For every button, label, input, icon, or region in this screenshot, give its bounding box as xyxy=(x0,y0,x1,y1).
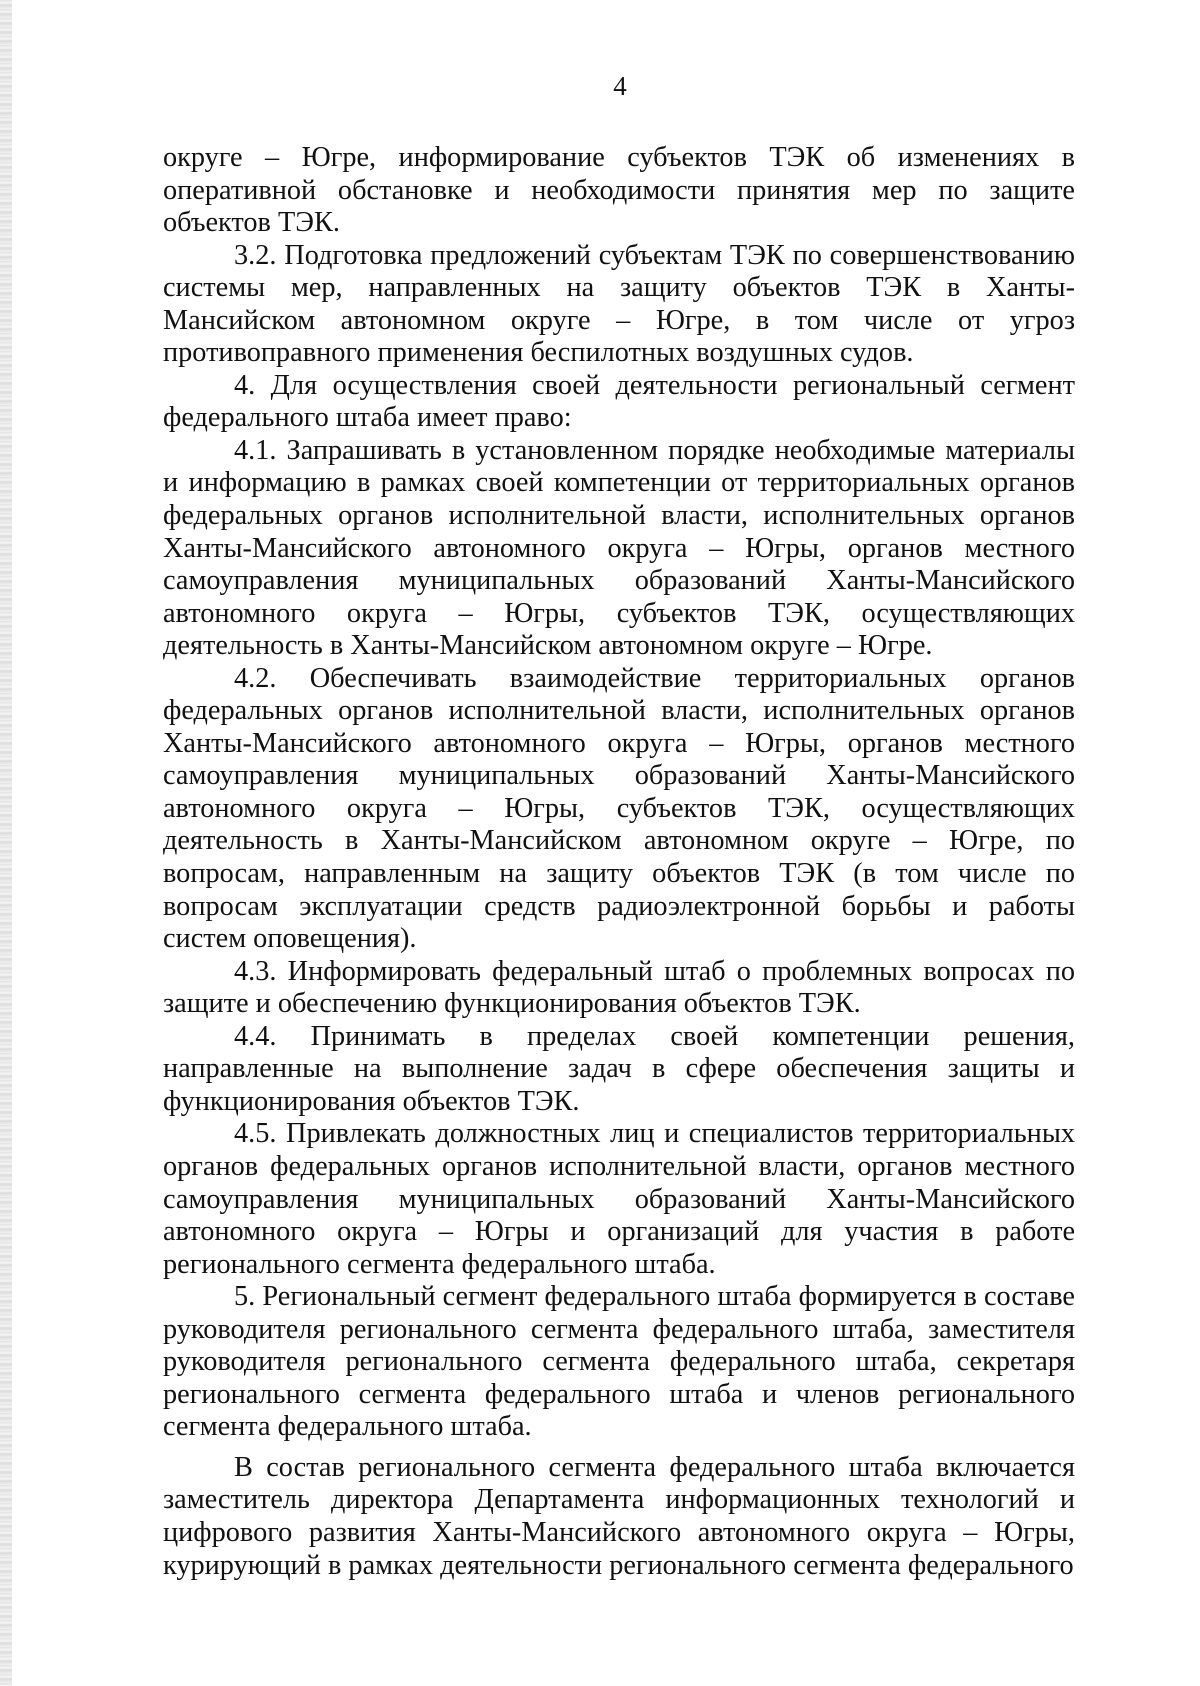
paragraph-4-2: 4.2. Обеспечивать взаимодействие территориальных органов федеральных органов исполнительной власти, исполнительных органов Ханты-Мансийского автономного округа – Югры, органов местного самоуправления муниципальных образований Ханты-Мансийского автономного округа – Югры, субъектов ТЭК, осуществляющих деятельность в Ханты-Мансийском автономном округе – Югре, по вопросам, направленным на защиту объектов ТЭК (в том числе по вопросам эксплуатации средств радиоэлектронной борьбы и работы систем оповещения). xyxy=(163,662,1075,955)
paragraph-4-4: 4.4. Принимать в пределах своей компетенции решения, направленные на выполнение задач в сфере обеспечения защиты и функционирования объектов ТЭК. xyxy=(163,1020,1075,1117)
paragraph-4-5: 4.5. Привлекать должностных лиц и специалистов территориальных органов федеральных органов исполнительной власти, органов местного самоуправления муниципальных образований Ханты-Мансийского автономного округа – Югры и организаций для участия в работе регионального сегмента федерального штаба. xyxy=(163,1118,1075,1280)
paragraph-composition: В состав регионального сегмента федерального штаба включается заместитель директора Департамента информационных технологий и цифрового развития Ханты-Мансийского автономного округа – Югры, курирующий в рамках деятельности регионального сегмента федерального xyxy=(163,1451,1075,1581)
paragraph-continuation: округе – Югре, информирование субъектов ТЭК об изменениях в оперативной обстановке и необходимости принятия мер по защите объектов ТЭК. xyxy=(163,142,1075,239)
document-body xyxy=(163,142,1075,1582)
paragraph-4-3: 4.3. Информировать федеральный штаб о проблемных вопросах по защите и обеспечению функционирования объектов ТЭК. xyxy=(163,955,1075,1020)
paragraph-4: 4. Для осуществления своей деятельности региональный сегмент федерального штаба имеет право: xyxy=(163,369,1075,434)
paragraph-5: 5. Региональный сегмент федерального штаба формируется в составе руководителя регионального сегмента федерального штаба, заместителя руководителя регионального сегмента федерального штаба, секретаря регионального сегмента федерального штаба и членов регионального сегмента федерального штаба. xyxy=(163,1281,1075,1443)
paragraph-4-1: 4.1. Запрашивать в установленном порядке необходимые материалы и информацию в рамках своей компетенции от территориальных органов федеральных органов исполнительной власти, исполнительных органов Ханты-Мансийского автономного округа – Югры, органов местного самоуправления муниципальных образований Ханты-Мансийского автономного округа – Югры, субъектов ТЭК, осуществляющих деятельность в Ханты-Мансийском автономном округе – Югре. xyxy=(163,434,1075,662)
scan-edge xyxy=(0,0,12,1686)
page-number: 4 xyxy=(613,71,627,101)
paragraph-3-2: 3.2. Подготовка предложений субъектам ТЭК по совершенствованию системы мер, направленных на защиту объектов ТЭК в Ханты-Мансийском автономном округе – Югре, в том числе от угроз противоправного применения беспилотных воздушных судов. xyxy=(163,239,1075,369)
